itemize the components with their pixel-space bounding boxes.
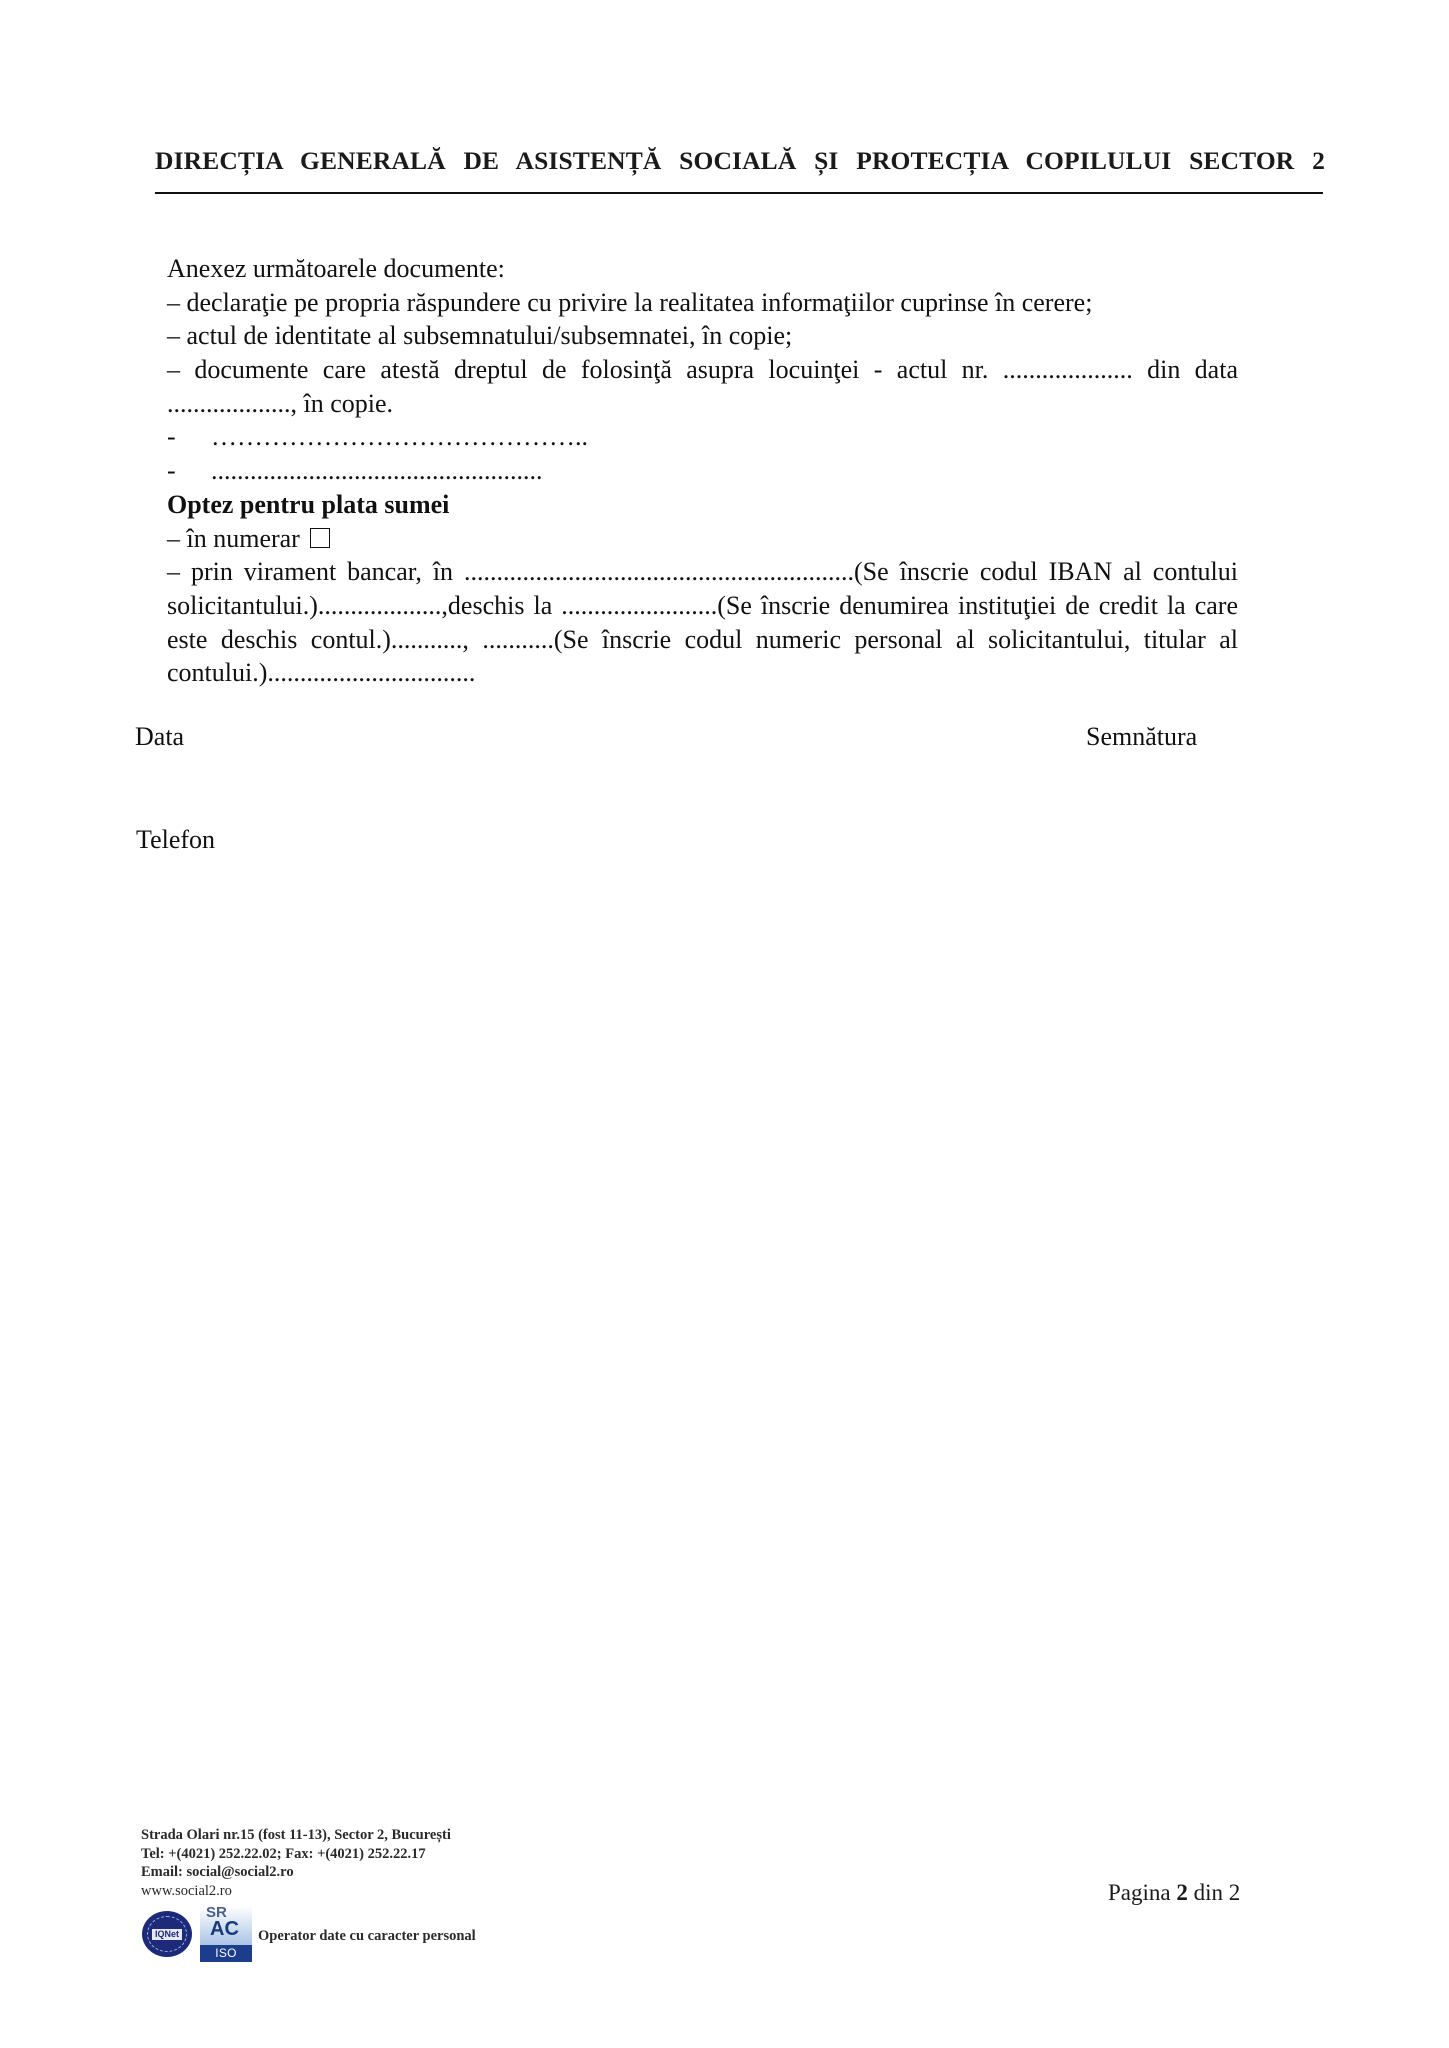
annex-item-identity: – actul de identitate al subsemnatului/subsemnatei, în copie;: [167, 321, 793, 351]
payment-bank-line3[interactable]: este deschis contul.)..........., ...........(Se înscrie codul numeric personal al solicitantului, titular al: [167, 624, 1238, 654]
annex-intro: Anexez următoarele documente:: [167, 254, 505, 283]
payment-cash-option[interactable]: [167, 522, 1238, 556]
footer-email[interactable]: Email: social@social2.ro: [141, 1864, 294, 1881]
list-dash: -: [167, 456, 176, 486]
annex-item-declaration: – declaraţie pe propria răspundere cu privire la realitatea informaţiilor cuprinse în cerere;: [167, 287, 1093, 317]
phone-label: Telefon: [136, 825, 216, 854]
annex-extra-item-2[interactable]: [167, 454, 1238, 488]
payment-bank-line2[interactable]: solicitantului.)...................,deschis la ........................(Se înscrie denumirea instituţiei de credit la care: [167, 590, 1238, 620]
srac-logo-ac: AC: [210, 1918, 239, 1940]
footer-phone-fax: Tel: +(4021) 252.22.02; Fax: +(4021) 252.22.17: [141, 1845, 426, 1862]
page-separator: din: [1193, 1880, 1223, 1905]
payment-bank-line4[interactable]: contului.)................................: [167, 658, 476, 688]
srac-iso-logo: [200, 1904, 252, 1977]
payment-cash-label: – în numerar: [167, 523, 300, 553]
document-body: [167, 252, 1238, 690]
blank-field[interactable]: ……………………………………..: [211, 422, 588, 452]
page-number: [1108, 1880, 1240, 1906]
annex-extra-item-1[interactable]: [167, 420, 1238, 454]
payment-bank-line1[interactable]: – prin virament bancar, în ............................................................(Se înscrie codul IBAN al contului: [167, 557, 1238, 587]
data-operator-text: Operator date cu caracter personal: [258, 1927, 476, 1944]
srac-logo-sr: SR: [206, 1904, 227, 1921]
page-header-title: DIRECȚIA GENERALĂ DE ASISTENȚĂ SOCIALĂ ȘI PROTECȚIA COPILULUI SECTOR 2: [155, 146, 1325, 175]
header-divider: [155, 192, 1323, 194]
page-total: 2: [1228, 1880, 1241, 1905]
iqnet-logo: [142, 1911, 192, 1957]
annex-item-housing-line1[interactable]: – documente care atestă dreptul de folosinţă asupra locuinţei - actul nr. .................... din data: [167, 355, 1238, 385]
footer-address: Strada Olari nr.15 (fost 11-13), Sector 2, București: [141, 1827, 451, 1843]
srac-logo-top: [200, 1906, 252, 1945]
date-label: Data: [135, 722, 185, 751]
footer-contact: [141, 1826, 451, 1900]
footer-logos: [142, 1904, 476, 1977]
annex-item-housing-line2[interactable]: ..................., în copie.: [167, 388, 394, 418]
iqnet-logo-text: IQNet: [152, 1929, 182, 1940]
srac-logo-iso: ISO 9001: [200, 1945, 252, 1962]
blank-field[interactable]: ...................................................: [211, 456, 543, 486]
payment-cash-checkbox[interactable]: [310, 528, 330, 548]
signature-label: Semnătura: [1086, 722, 1198, 751]
page-prefix: Pagina: [1108, 1880, 1171, 1905]
payment-heading: Optez pentru plata sumei: [167, 489, 450, 519]
footer-website[interactable]: www.social2.ro: [141, 1882, 232, 1899]
list-dash: -: [167, 422, 176, 452]
page-current: 2: [1176, 1880, 1188, 1905]
